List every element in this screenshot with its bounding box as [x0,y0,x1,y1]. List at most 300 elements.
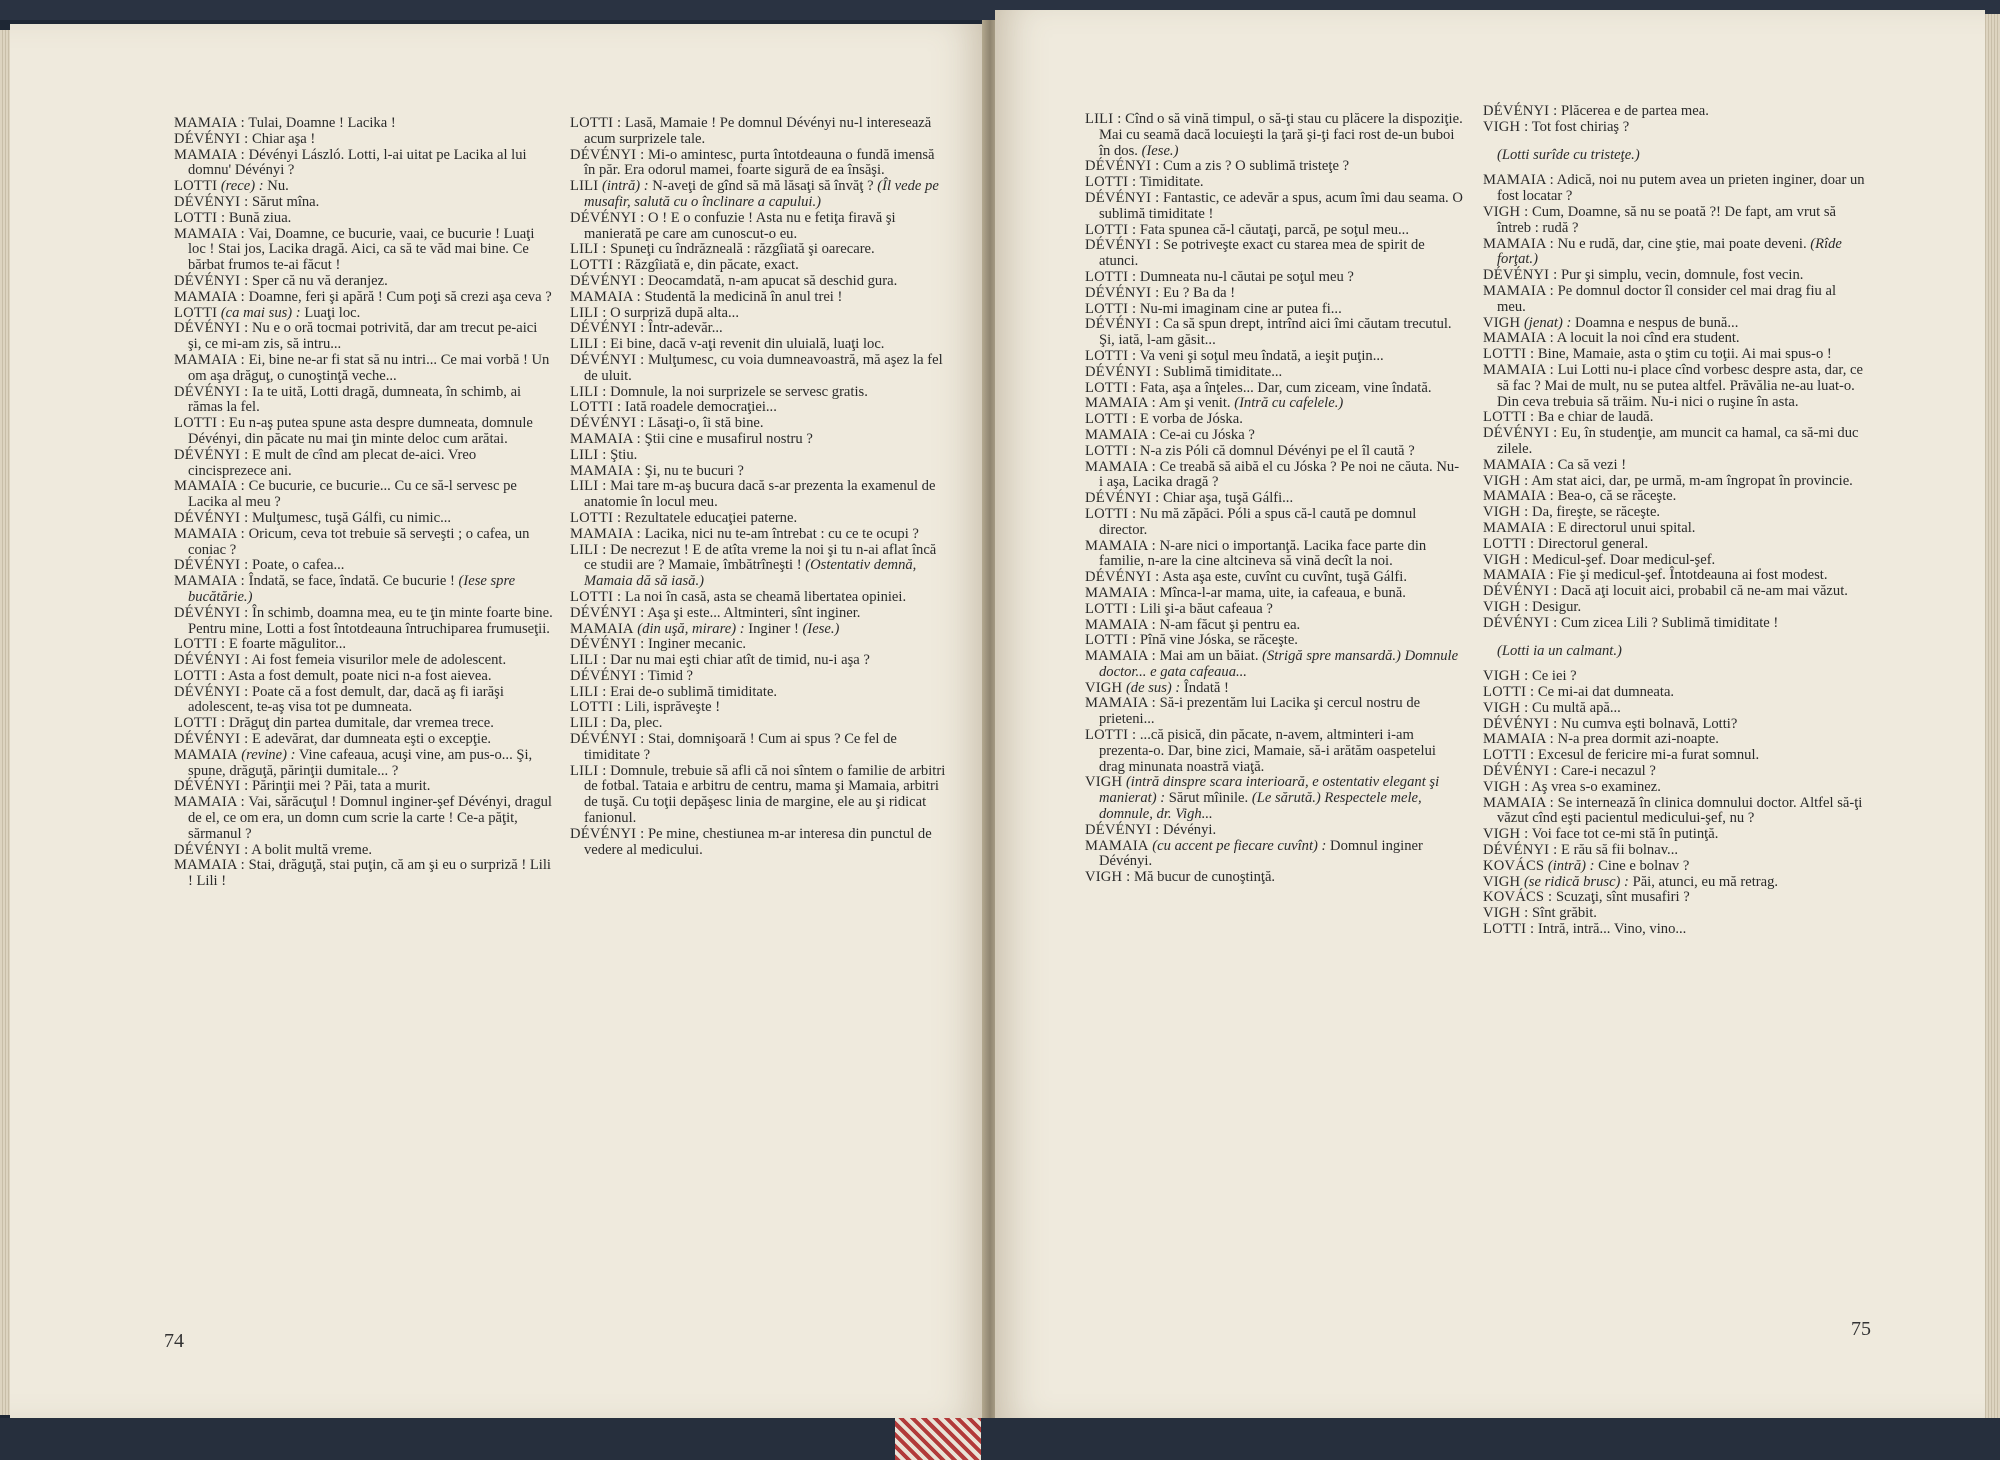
dialogue-line [1483,505,1868,521]
speaker-name: DÉVÉNYI : [174,731,249,748]
speaker-name: VIGH : [1483,905,1529,922]
dialogue-line [174,479,554,511]
dialogue-line [1483,796,1868,828]
dialogue-line [1085,270,1463,286]
dialogue-text: Mă bucur de cunoştinţă. [1134,869,1276,886]
speaker-name: MAMAIA : [570,462,641,479]
dialogue-text: Lili şi-a băut cafeaua ? [1139,600,1273,617]
speaker-name: DÉVÉNYI : [174,841,249,858]
dialogue-text: Ei, bine ne-ar fi stat să nu intri... Ce mai vorbă ! Un om aşa drăguţ, o cunoştinţă veche... [188,351,550,384]
dialogue-text: Părinţii mei ? Păi, tata a murit. [252,778,431,795]
dialogue-line [570,653,948,669]
dialogue-text: Mînca-l-ar mama, uite, ia cafeaua, e bună. [1159,584,1406,601]
speaker-name: MAMAIA : [174,794,245,811]
speaker-name: DÉVÉNYI : [570,320,645,337]
dialogue-line [174,637,554,653]
dialogue-line [570,590,948,606]
dialogue-text: De necrezut ! E de atîta vreme la noi şi tu n-ai aflat încă ce studii are ? Mamaie, îmbătrîneşti ! [584,541,937,574]
speaker-name: LOTTI : [1085,300,1137,317]
dialogue-line [1085,681,1463,697]
dialogue-line [174,511,554,527]
speaker-name: DÉVÉNYI : [174,604,249,621]
speaker-name: DÉVÉNYI : [570,415,645,432]
dialogue-text: Eu, în studenţie, am muncit ca hamal, ca să-mi duc zilele. [1497,425,1859,457]
speaker-name: DÉVÉNYI : [1483,267,1558,284]
dialogue-text: E foarte măgulitor... [228,636,347,653]
dialogue-text: Erai de-o sublimă timiditate. [610,683,778,700]
stage-direction-inline: (jenat) : [1523,314,1572,331]
dialogue-line [1085,381,1463,397]
dialogue-text: Desigur. [1532,598,1582,615]
dialogue-line [1085,428,1463,444]
speaker-name: MAMAIA : [1085,426,1156,443]
dialogue-text: Stai, domnişoară ! Cum ai spus ? Ce fel de timiditate ? [584,731,897,763]
speaker-name: MAMAIA : [1085,537,1156,554]
dialogue-line [1483,331,1868,347]
dialogue-text: Timid ? [647,667,694,684]
dialogue-line [174,321,554,353]
speaker-name: VIGH : [1483,551,1529,568]
speaker-name: LOTTI : [1085,268,1137,285]
dialogue-line [1085,460,1463,492]
dialogue-line [1085,649,1463,681]
dialogue-text: Ştiu. [610,446,638,463]
dialogue-line [1483,568,1868,584]
dialogue-line [570,543,948,590]
speaker-name: VIGH : [1483,472,1529,489]
speaker-name: DÉVÉNYI : [174,683,249,700]
dialogue-line [1085,396,1463,412]
dialogue-line [174,779,554,795]
dialogue-line [1085,823,1463,839]
dialogue-text: Stai, drăguţă, stai puţin, că am şi eu o surpriză ! Lili ! Lili ! [188,857,551,890]
speaker-name: DÉVÉNYI : [1085,189,1160,206]
dialogue-text: Da, fireşte, se răceşte. [1532,504,1661,521]
speaker-name: MAMAIA : [1483,235,1554,252]
dialogue-text: Scuzaţi, sînt musafiri ? [1555,889,1690,906]
speaker-name: DÉVÉNYI : [1085,316,1160,333]
speaker-name: LOTTI : [1085,442,1137,459]
dialogue-line [570,116,948,148]
dialogue-line [174,306,554,322]
speaker-name: DÉVÉNYI : [174,320,249,337]
dialogue-line [1085,112,1463,159]
dialogue-line [174,179,554,195]
page-edges-right [1985,14,2000,1418]
dialogue-text: Ai fost femeia visurilor mele de adolescent. [251,652,507,669]
speaker-name: DÉVÉNYI : [1483,763,1558,780]
speaker-name: MAMAIA : [174,478,245,495]
dialogue-line [174,669,554,685]
speaker-name: MAMAIA : [570,288,641,305]
dialogue-line [174,574,554,606]
dialogue-text: Cum, Doamne, să nu se poată ?! De fapt, am vrut să întreb : rudă ? [1497,203,1836,236]
dialogue-text: Asta a fost demult, poate nici n-a fost aievea. [228,667,492,684]
dialogue-line [570,685,948,701]
dialogue-text: Domnul inginer Dévényi. [1099,837,1423,870]
dialogue-text: Sărut mîinile. [1168,790,1249,807]
speaker-name: LOTTI [174,304,218,321]
speaker-name: LOTTI : [1085,727,1137,744]
dialogue-line [570,416,948,432]
speaker-name: MAMAIA : [174,288,245,305]
speaker-name: DÉVÉNYI : [1085,284,1160,301]
speaker-name: MAMAIA : [174,115,245,131]
dialogue-text: Cum a zis ? O sublimă tristeţe ? [1163,158,1350,175]
dialogue-text: Nu. [267,178,289,195]
dialogue-text: Mai tare m-aş bucura dacă s-ar prezenta la examenul de anatomie în locul meu. [584,478,936,511]
stage-direction-after: (Iese spre bucătărie.) [188,573,516,605]
speaker-name: LILI : [570,715,607,732]
speaker-name: DÉVÉNYI : [570,272,645,289]
dialogue-line [174,290,554,306]
dialogue-line [174,748,554,780]
speaker-name: MAMAIA : [570,430,641,447]
speaker-name: VIGH : [1483,778,1529,795]
dialogue-text: E vorba de Jóska. [1139,411,1243,428]
stage-direction-inline: (de sus) : [1125,679,1181,696]
speaker-name: DÉVÉNYI : [570,636,645,653]
dialogue-line [1085,349,1463,365]
dialogue-text: Păi, atunci, eu mă retrag. [1632,873,1779,890]
speaker-name: MAMAIA : [1483,330,1554,347]
speaker-name: DÉVÉNYI : [174,778,249,795]
stage-direction-after: (Îl vede pe musafir, salută cu o înclinare a capului.) [584,178,939,210]
dialogue-text: Dumneata nu-l căutai pe soţul meu ? [1139,268,1354,285]
dialogue-text: N-aveţi de gînd să mă lăsaţi să învăţ ? [652,178,874,195]
dialogue-text: Cu multă apă... [1532,699,1621,716]
text-column-1 [174,116,554,890]
dialogue-text: Luaţi loc. [304,304,361,321]
stage-direction-after: (Ostentativ demnă, Mamaia dă să iasă.) [584,557,917,590]
speaker-name: DÉVÉNYI : [1085,237,1160,254]
dialogue-text: Domnule, trebuie să afli că noi sîntem o familie de arbitri de fotbal. Tataia e arbitru de centru, mama şi Mamaia, arbitri de tuşă. Cu toţii depăşesc linia de margine, ele au şi ridicat fanionul. [584,762,946,827]
dialogue-text: Ce iei ? [1532,668,1577,685]
speaker-name: DÉVÉNYI : [1483,425,1558,442]
speaker-name: MAMAIA : [1483,794,1554,811]
dialogue-text: Nu-mi imaginam cine ar putea fi... [1139,300,1342,317]
dialogue-text: Mulţumesc, cu voia dumneavoastră, mă aşez la fel de uluit. [584,351,943,384]
dialogue-text: Ştii cine e musafirul nostru ? [644,430,813,447]
dialogue-line [1483,426,1868,458]
dialogue-line [1483,859,1868,875]
speaker-name: DÉVÉNYI : [1085,363,1160,380]
speaker-name: LOTTI : [570,257,622,274]
dialogue-line [1085,223,1463,239]
speaker-name: DÉVÉNYI : [1085,490,1160,507]
speaker-name: DÉVÉNYI : [174,446,249,463]
speaker-name: DÉVÉNYI : [570,146,645,163]
dialogue-line [570,337,948,353]
speaker-name: LILI : [1085,111,1122,127]
speaker-name: LILI : [570,383,607,400]
speaker-name: MAMAIA : [1483,519,1554,536]
dialogue-text: Bine, Mamaie, asta o ştim cu toţii. Ai mai spus-o ! [1537,346,1832,363]
dialogue-line [1085,365,1463,381]
speaker-name: MAMAIA : [174,225,245,242]
dialogue-line [174,195,554,211]
speaker-name: LILI [570,178,599,195]
dialogue-text: Să-i prezentăm lui Lacika şi cercul nostru de prieteni... [1099,695,1421,728]
stage-direction-after: (Rîde forţat.) [1497,235,1842,268]
speaker-name: LILI : [570,241,607,258]
dialogue-line [1483,764,1868,780]
dialogue-line [570,464,948,480]
speaker-name: LOTTI : [1085,505,1137,522]
dialogue-text: Mi-o amintesc, purta întotdeauna o fundă imensă în păr. Era odorul mamei, foarte sigură de ea însăşi. [584,146,935,179]
stage-direction-after: (Le sărută.) Respectele mele, domnule, dr. Vigh... [1099,790,1422,823]
speaker-name: VIGH : [1483,118,1529,135]
speaker-name: MAMAIA : [1085,395,1156,412]
speaker-name: DÉVÉNYI : [1483,715,1558,732]
dialogue-text: Poate, o cafea... [252,557,345,574]
speaker-name: LOTTI : [570,588,622,605]
dialogue-line [570,669,948,685]
speaker-name: KOVÁCS : [1483,889,1553,906]
dialogue-line [1483,489,1868,505]
dialogue-text: Pînă vine Jóska, se răceşte. [1139,632,1298,649]
speaker-name: LOTTI : [1085,411,1137,428]
speaker-name: MAMAIA : [1483,488,1554,505]
speaker-name: LOTTI : [1085,347,1137,364]
speaker-name: LOTTI : [174,415,226,432]
stage-direction-after: (Intră cu cafelele.) [1234,395,1344,412]
dialogue-text: Se internează în clinica domnului doctor. Altfel să-ţi văzut cînd eşti pacientul medicului-şef, nu ? [1497,794,1863,827]
dialogue-line [1483,732,1868,748]
dialogue-text: Fie şi medicul-şef. Întotdeauna ai fost modest. [1557,567,1828,584]
dialogue-text: Bea-o, că se răceşte. [1557,488,1677,505]
stage-direction-inline: (din uşă, mirare) : [637,620,745,637]
dialogue-line [570,637,948,653]
speaker-name: DÉVÉNYI : [174,272,249,289]
speaker-name: LOTTI : [1483,409,1535,426]
speaker-name: MAMAIA : [1085,458,1156,475]
dialogue-line [1483,600,1868,616]
dialogue-text: E directorul unui spital. [1557,519,1696,536]
dialogue-line [570,622,948,638]
dialogue-line [570,211,948,243]
dialogue-text: ...că pisică, din păcate, n-avem, altminteri i-am prezenta-o. Dar, bine zici, Mamaie, să-i arătăm oaspetelui drag minunata noastră viaţă. [1099,727,1436,775]
dialogue-line [1483,237,1868,269]
dialogue-text: Fata, aşa a înţeles... Dar, cum ziceam, vine îndată. [1139,379,1432,396]
dialogue-line [570,321,948,337]
speaker-name: VIGH : [1085,869,1131,886]
dialogue-line [174,211,554,227]
dialogue-line [174,685,554,717]
speaker-name: MAMAIA : [1483,731,1554,748]
text-column-4 [1483,104,1868,938]
dialogue-text: Ca să spun drept, intrînd aici îmi căutam trecutul. Şi, iată, l-am găsit... [1099,316,1452,349]
dialogue-text: Tulai, Doamne ! Lacika ! [248,115,396,131]
dialogue-text: Lasă, Mamaie ! Pe domnul Dévényi nu-l interesează acum surprizele tale. [584,115,932,147]
dialogue-text: Iată roadele democraţiei... [624,399,777,416]
dialogue-text: Cînd o să vină timpul, o să-ţi stau cu plăcere la dispoziţie. Mai cu seamă dacă locuieşti la ţară şi-ţi faci rost de-un buboi în dos. [1099,111,1463,159]
right-page [995,10,1985,1418]
speaker-name: MAMAIA : [1483,361,1554,378]
dialogue-line [1483,284,1868,316]
book-cover-bottom [0,1418,2000,1460]
text-column-3 [1085,112,1463,886]
dialogue-line [570,448,948,464]
speaker-name: LILI : [570,478,607,495]
dialogue-text: Îndată ! [1183,679,1229,696]
dialogue-line [1483,890,1868,906]
dialogue-text: Oricum, ceva tot trebuie să serveşti ; o cafea, un coniac ? [188,525,530,558]
dialogue-line [174,653,554,669]
dialogue-line [174,716,554,732]
dialogue-text: A bolit multă vreme. [251,841,372,858]
dialogue-text: Timiditate. [1139,174,1204,191]
dialogue-text: Ei bine, dacă v-aţi revenit din uluială, luaţi loc. [610,336,885,353]
dialogue-text: Adică, noi nu putem avea un prieten inginer, doar un fost locatar ? [1497,172,1865,205]
dialogue-line [570,179,948,211]
speaker-name: DÉVÉNYI : [570,209,645,226]
stage-direction-inline: (ca mai sus) : [220,304,301,321]
dialogue-line [1085,870,1463,886]
dialogue-text: Vine cafeaua, acuşi vine, am pus-o... Şi, spune, drăguţă, părinţii dumitale... ? [188,746,533,779]
dialogue-line [1085,175,1463,191]
speaker-name: DÉVÉNYI : [174,652,249,669]
speaker-name: LOTTI : [1483,921,1535,938]
dialogue-text: Ce mi-ai dat dumneata. [1537,684,1675,701]
dialogue-line [1085,412,1463,428]
dialogue-line [1085,839,1463,871]
speaker-name: DÉVÉNYI : [1085,158,1160,175]
dialogue-text: Spuneţi cu îndrăzneală : răzgîiată şi oarecare. [610,241,875,258]
dialogue-line [1483,616,1868,632]
dialogue-text: Mulţumesc, tuşă Gálfi, cu nimic... [252,509,452,526]
text-column-2 [570,116,948,858]
speaker-name: KOVÁCS [1483,857,1545,874]
speaker-name: MAMAIA : [174,857,245,874]
dialogue-text: Va veni şi soţul meu îndată, a ieşit puţin... [1139,347,1384,364]
speaker-name: DÉVÉNYI : [1483,614,1558,631]
speaker-name: LOTTI [174,178,218,195]
speaker-name: DÉVÉNYI : [174,130,249,147]
dialogue-text: Răzgîiată e, din păcate, exact. [624,257,799,274]
dialogue-text: N-a prea dormit azi-noapte. [1557,731,1719,748]
speaker-name: LILI : [570,541,607,558]
speaker-name: MAMAIA : [1483,172,1554,189]
dialogue-text: Lacika, nici nu te-am întrebat : cu ce te ocupi ? [644,525,919,542]
dialogue-text: Se potriveşte exact cu starea mea de spirit de atunci. [1099,237,1425,270]
speaker-name: MAMAIA : [1085,648,1156,665]
dialogue-line [1483,717,1868,733]
dialogue-text: Ia te uită, Lotti dragă, dumneata, în schimb, ai rămas la fel. [188,383,522,416]
dialogue-line [1483,120,1868,136]
speaker-name: DÉVÉNYI : [1085,569,1160,586]
dialogue-text: N-a zis Póli că domnul Dévényi pe el îl caută ? [1139,442,1415,459]
dialogue-text: Intră, intră... Vino, vino... [1537,921,1687,938]
speaker-name: VIGH [1085,679,1123,696]
dialogue-text: Sublimă timiditate... [1163,363,1283,380]
dialogue-line [1483,780,1868,796]
speaker-name: LOTTI : [1085,221,1137,238]
stage-direction-inline: (intră) : [602,178,649,195]
speaker-name: VIGH [1483,873,1521,890]
dialogue-text: Cum zicea Lili ? Sublimă timiditate ! [1561,614,1779,631]
dialogue-line [1483,827,1868,843]
dialogue-line [1483,104,1868,120]
dialogue-line [174,385,554,417]
stage-direction-inline: (intră) : [1547,857,1595,874]
dialogue-line [570,732,948,764]
dialogue-text: Am stat aici, dar, pe urmă, m-am îngropat în provincie. [1531,472,1853,489]
speaker-name: VIGH : [1483,504,1529,521]
dialogue-line [1483,268,1868,284]
speaker-name: DÉVÉNYI : [570,731,645,748]
speaker-name: LOTTI : [1085,600,1137,617]
dialogue-text: Inginer ! [748,620,799,637]
speaker-name: LOTTI : [1483,535,1535,552]
dialogue-line [174,416,554,448]
dialogue-line [174,132,554,148]
dialogue-text: Dévényi. [1163,821,1217,838]
speaker-name: LOTTI : [570,115,622,131]
dialogue-line [174,732,554,748]
dialogue-text: Plăcerea e de partea mea. [1561,103,1709,119]
dialogue-line [1483,521,1868,537]
dialogue-text: Nu mă zăpăci. Póli a spus că-l caută pe domnul director. [1099,505,1417,538]
dialogue-line [570,353,948,385]
dialogue-line [1085,317,1463,349]
stage-direction-inline: (se ridică brusc) : [1523,873,1629,890]
dialogue-text: Drăguţ din partea dumitale, dar vremea trece. [228,715,494,732]
dialogue-line [570,242,948,258]
speaker-name: DÉVÉNYI : [174,193,249,210]
dialogue-line [1085,302,1463,318]
speaker-name: DÉVÉNYI : [570,825,645,842]
dialogue-line [570,432,948,448]
dialogue-line [174,606,554,638]
speaker-name: LILI : [570,336,607,353]
dialogue-line [570,258,948,274]
dialogue-line [174,527,554,559]
dialogue-text: Pe domnul doctor îl consider cel mai drag fiu al meu. [1497,282,1837,315]
speaker-name: MAMAIA : [174,525,245,542]
dialogue-text: Lui Lotti nu-i place cînd vorbesc despre asta, dar, ce să fac ? Mai de mult, nu se putea altfel. Prăvălia ne-au luat-o. Din ceva trebuia să trăim. Nu-i nici o ruşine în asta. [1497,361,1863,410]
dialogue-line [174,353,554,385]
speaker-name: MAMAIA : [1483,567,1554,584]
speaker-name: LOTTI : [1085,379,1137,396]
dialogue-line [1483,701,1868,717]
speaker-name: DÉVÉNYI : [1483,583,1558,600]
dialogue-text: Domnule, la noi surprizele se servesc gratis. [610,383,868,400]
dialogue-text: Chiar aşa ! [252,130,316,147]
stage-direction-inline: (revine) : [241,746,296,763]
dialogue-text: Ce bucurie, ce bucurie... Cu ce să-l servesc pe Lacika al meu ? [188,478,517,511]
dialogue-text: Nu e rudă, dar, cine ştie, mai poate deveni. [1557,235,1807,252]
dialogue-line [1483,922,1868,938]
dialogue-text: Fata spunea că-l căutaţi, parcă, pe soţul meu... [1139,221,1409,238]
dialogue-line [1483,363,1868,410]
dialogue-text: Chiar aşa, tuşă Gálfi... [1163,490,1294,507]
dialogue-text: În schimb, doamna mea, eu te ţin minte foarte bine. Pentru mine, Lotti a fost întotdeauna întruchiparea frumuseţii. [188,604,553,637]
dialogue-text: Îndată, se face, îndată. Ce bucurie ! [248,573,455,590]
dialogue-line [570,527,948,543]
speaker-name: LOTTI : [1483,684,1535,701]
dialogue-line [570,290,948,306]
stage-direction-after: (Iese.) [1141,142,1179,159]
dialogue-line [1085,491,1463,507]
speaker-name: LOTTI : [174,636,226,653]
dialogue-text: Sper că nu vă deranjez. [252,272,388,289]
speaker-name: DÉVÉNYI : [570,351,645,368]
stage-direction: (Lotti surîde cu tristeţe.) [1497,146,1640,163]
dialogue-text: Doamna e nespus de bună... [1575,314,1739,331]
speaker-name: MAMAIA [174,746,238,763]
dialogue-line [570,148,948,180]
